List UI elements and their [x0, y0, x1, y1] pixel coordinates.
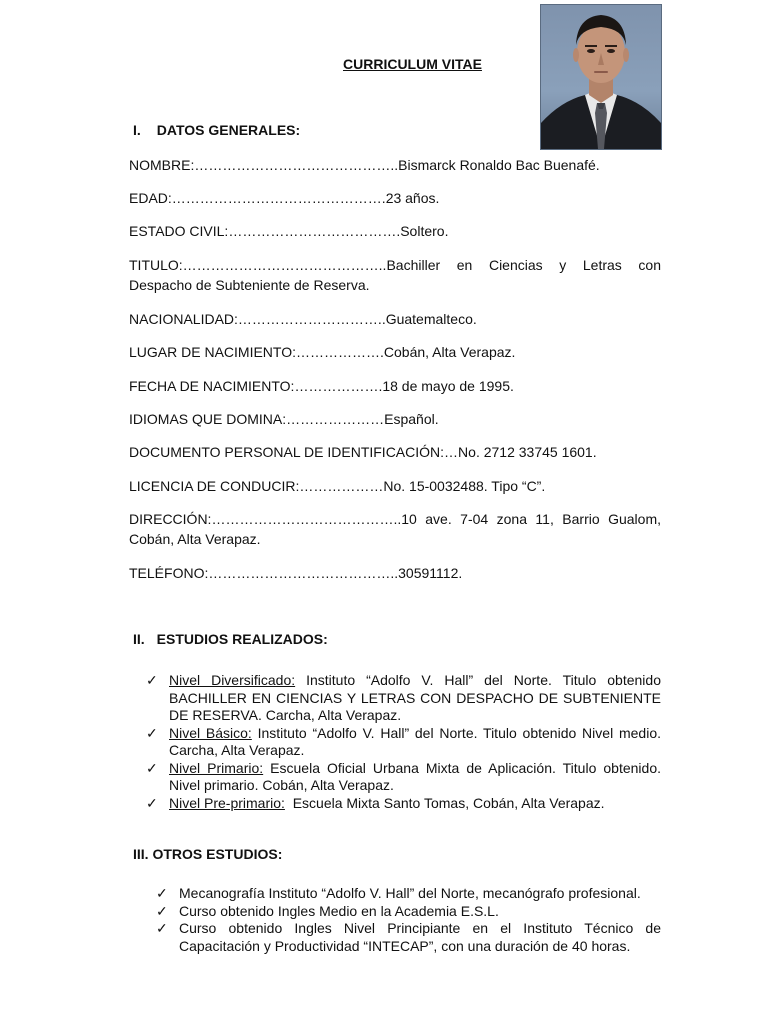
field-value: .Guatemalteco.: [381, 311, 477, 327]
field-dots: ………………………….: [237, 311, 382, 327]
field-label: TELÉFONO:: [129, 565, 209, 581]
other-study-text: Curso obtenido Ingles Nivel Principiante en el Instituto Técnico de Capacitación y Productividad “INTECAP”, con una duración de 40 horas.: [179, 920, 661, 954]
study-level: Nivel Primario:: [169, 759, 264, 776]
list-item: [146, 672, 661, 725]
field-label: FECHA DE NACIMIENTO:: [129, 378, 295, 394]
field-dots: …………………………………..: [208, 565, 399, 581]
section-title: OTROS ESTUDIOS:: [152, 846, 283, 862]
field-licencia: [129, 476, 661, 496]
checkmark-icon: ✓: [156, 902, 168, 919]
field-value: 23 años.: [385, 190, 440, 206]
field-dots: …………………………………..: [211, 511, 402, 527]
field-value: Bismarck Ronaldo Bac Buenafé.: [398, 157, 600, 173]
document-title: CURRICULUM VITAE: [343, 56, 482, 72]
field-edad: [129, 188, 661, 208]
study-level: Nivel Diversificado:: [169, 672, 296, 688]
field-estado-civil: [129, 221, 661, 241]
study-text: Instituto “Adolfo V. Hall” del Norte. Titulo obtenido BACHILLER EN CIENCIAS Y LETRAS CON DESPACHO DE SUBTENIENTE DE RESERVA. Carcha, Alta Verapaz.: [169, 672, 661, 723]
other-study-text: Mecanografía Instituto “Adolfo V. Hall” del Norte, mecanógrafo profesional.: [179, 885, 641, 901]
other-study-text: Curso obtenido Ingles Medio en la Academia E.S.L.: [179, 902, 499, 919]
checkmark-icon: ✓: [146, 794, 158, 811]
profile-photo: [540, 4, 662, 150]
field-value: 18 de mayo de 1995.: [382, 378, 514, 394]
field-documento: [129, 442, 661, 462]
section-title: DATOS GENERALES:: [156, 122, 301, 138]
field-dots: ………………………………: [228, 223, 397, 239]
other-studies-list: [156, 885, 661, 955]
list-item: [146, 795, 661, 813]
checkmark-icon: ✓: [146, 672, 158, 688]
field-label: TITULO:: [129, 257, 183, 273]
field-dots: …: [444, 444, 459, 460]
field-value: 30591112.: [398, 565, 463, 581]
field-dots: ……………………………………….: [171, 190, 386, 206]
field-value: No. 15-0032488. Tipo “C”.: [383, 478, 546, 494]
study-text: Escuela Mixta Santo Tomas, Cobán, Alta Verapaz.: [284, 794, 605, 811]
field-dots: …………………: [286, 411, 385, 427]
field-value: .Soltero.: [396, 223, 449, 239]
field-value: 10 ave. 7-04 zona 11, Barrio Gualom, Cobán, Alta Verapaz.: [129, 511, 661, 547]
field-dots: ……………………………………..: [194, 157, 399, 173]
field-direccion: [129, 509, 661, 549]
field-label: DIRECCIÓN:: [129, 511, 212, 527]
list-item: [156, 920, 661, 955]
list-item: [146, 725, 661, 760]
field-dots: ………………: [296, 344, 380, 360]
field-lugar-nacimiento: [129, 342, 661, 362]
field-label: IDIOMAS QUE DOMINA:: [129, 411, 287, 427]
section-heading-general: [133, 122, 300, 138]
study-level: Nivel Pre-primario:: [169, 794, 285, 811]
checkmark-icon: ✓: [146, 724, 158, 741]
field-dots: ……………….: [294, 378, 383, 394]
field-dots: ……………………………………..: [182, 257, 387, 273]
checkmark-icon: ✓: [156, 920, 168, 936]
section-number: III.: [133, 846, 149, 862]
studies-list: [146, 672, 661, 812]
section-title: ESTUDIOS REALIZADOS:: [156, 631, 328, 647]
field-fecha-nacimiento: [129, 376, 661, 396]
field-value: Español.: [384, 411, 439, 427]
field-label: LUGAR DE NACIMIENTO:: [129, 344, 296, 360]
field-titulo: [129, 255, 661, 295]
checkmark-icon: ✓: [146, 759, 158, 776]
field-idiomas: [129, 409, 661, 429]
list-item: [156, 885, 661, 903]
field-value: .Cobán, Alta Verapaz.: [380, 344, 516, 360]
list-item: [156, 903, 661, 921]
section-number: I.: [133, 122, 141, 138]
field-nombre: [129, 155, 661, 175]
field-value: Bachiller en Ciencias y Letras con Despacho de Subteniente de Reserva.: [129, 257, 661, 293]
section-number: II.: [133, 631, 145, 647]
list-item: [146, 760, 661, 795]
field-label: NACIONALIDAD:: [129, 311, 238, 327]
field-nacionalidad: [129, 309, 661, 329]
field-telefono: [129, 563, 661, 583]
checkmark-icon: ✓: [156, 885, 168, 901]
study-text: Escuela Oficial Urbana Mixta de Aplicación. Titulo obtenido. Nivel primario. Cobán, Alta Verapaz.: [169, 759, 661, 793]
field-dots: ………………: [299, 478, 384, 494]
field-value: No. 2712 33745 1601.: [458, 444, 597, 460]
field-label: EDAD:: [129, 190, 172, 206]
field-label: ESTADO CIVIL:: [129, 223, 229, 239]
portrait-image: [541, 5, 661, 149]
field-label: LICENCIA DE CONDUCIR:: [129, 478, 300, 494]
field-label: DOCUMENTO PERSONAL DE IDENTIFICACIÓN:: [129, 444, 445, 460]
study-level: Nivel Básico:: [169, 724, 252, 741]
section-heading-studies: [133, 631, 328, 647]
study-text: Instituto “Adolfo V. Hall” del Norte. Titulo obtenido Nivel medio. Carcha, Alta Verapaz.: [169, 724, 661, 758]
field-label: NOMBRE:: [129, 157, 195, 173]
section-heading-other: [133, 846, 282, 862]
